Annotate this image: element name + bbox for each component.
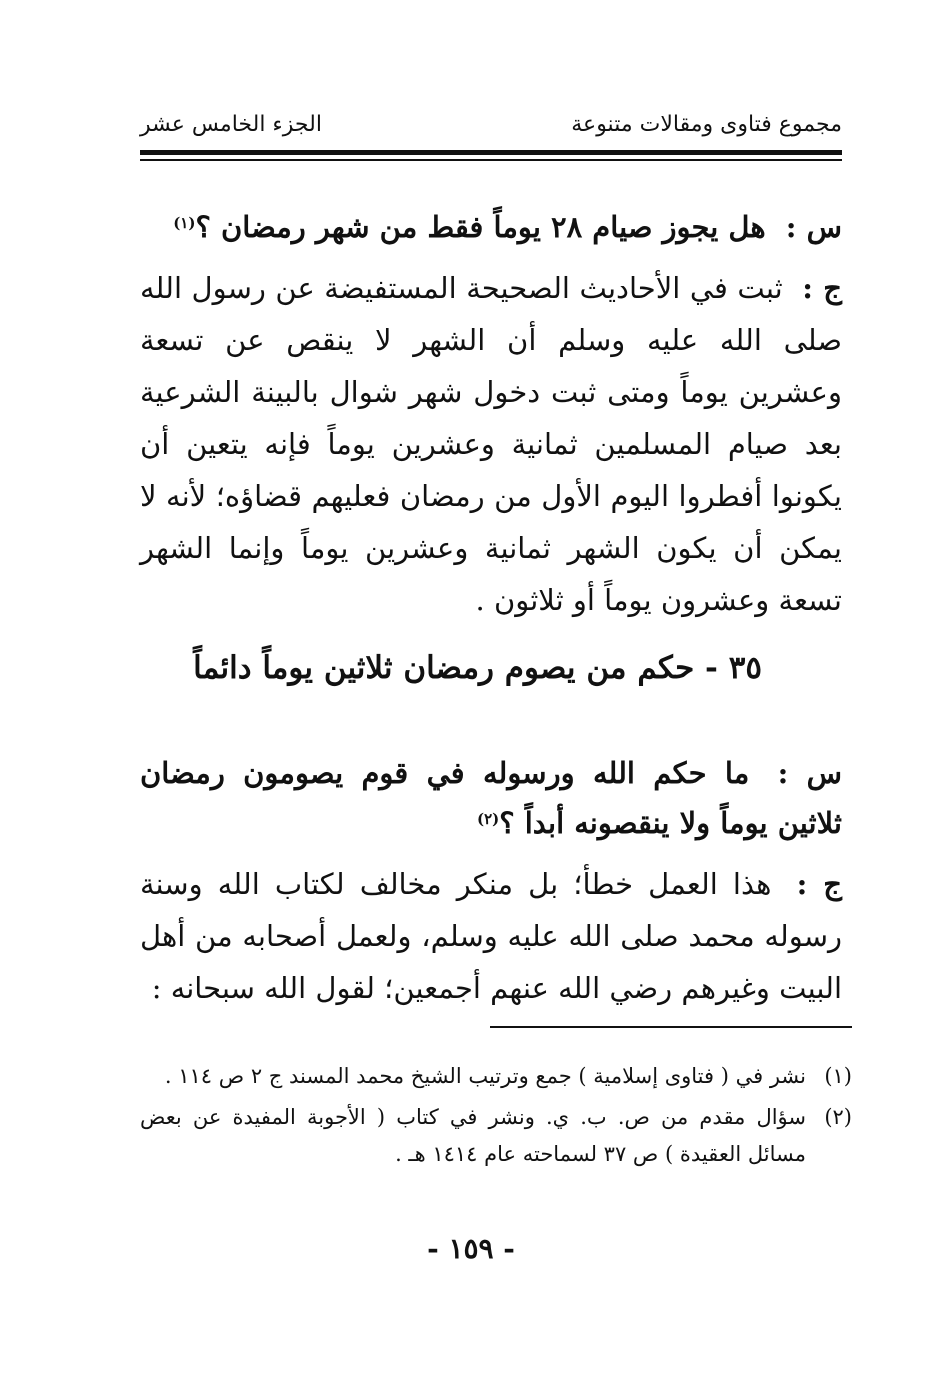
footnote-separator xyxy=(490,1026,852,1028)
book-title: مجموع فتاوى ومقالات متنوعة xyxy=(571,112,842,137)
question-2 xyxy=(140,748,842,848)
answer-1-lead: ج : xyxy=(802,271,842,305)
answer-2-lead: ج : xyxy=(796,867,842,901)
header-rule-thick xyxy=(140,150,842,155)
page-number: - ١٥٩ - xyxy=(427,1232,515,1265)
footnote-ref-1: (١) xyxy=(173,214,196,232)
running-header xyxy=(140,112,842,144)
section-heading: ٣٥ - حكم من يصوم رمضان ثلاثين يوماً دائماً xyxy=(193,650,762,686)
footnote-1-number: (١) xyxy=(824,1064,852,1088)
footnote-2-text: سؤال مقدم من ص. ب. ي. ونشر في كتاب ( الأجوبة المفيدة عن بعض مسائل العقيدة ) ص ٣٧ لسماحته عام ١٤١٤ هـ . xyxy=(140,1105,806,1166)
question-2-text: ما حكم الله ورسوله في قوم يصومون رمضان ثلاثين يوماً ولا ينقصونه أبداً ؟ xyxy=(140,756,842,840)
question-1 xyxy=(140,202,842,252)
answer-2 xyxy=(140,858,842,1014)
header-rule-thin xyxy=(140,159,842,161)
question-2-lead: س : xyxy=(777,756,842,790)
footnote-2-number: (٢) xyxy=(824,1105,852,1129)
question-1-lead: س : xyxy=(785,210,842,244)
footnote-1-text: نشر في ( فتاوى إسلامية ) جمع وترتيب الشيخ محمد المسند ج ٢ ص ١١٤ . xyxy=(164,1064,806,1088)
footnotes xyxy=(140,1058,852,1177)
answer-1-text: ثبت في الأحاديث الصحيحة المستفيضة عن رسول الله صلى الله عليه وسلم أن الشهر لا ينقص عن تسعة وعشرين يوماً ومتى ثبت دخول شهر شوال بالبينة الشرعية بعد صيام المسلمين ثمانية وعشرين يوماً فإنه يتعين أن يكونوا أفطروا اليوم الأول من رمضان فعليهم قضاؤه؛ لأنه لا يمكن أن يكون الشهر ثمانية وعشرين يوماً وإنما الشهر تسعة وعشرون يوماً أو ثلاثون . xyxy=(140,271,842,617)
footnote-1 xyxy=(140,1058,852,1095)
footnote-2 xyxy=(140,1099,852,1173)
volume-label: الجزء الخامس عشر xyxy=(140,112,322,137)
question-1-text: هل يجوز صيام ٢٨ يوماً فقط من شهر رمضان ؟ xyxy=(195,210,766,244)
answer-1 xyxy=(140,262,842,626)
answer-2-text: هذا العمل خطأ؛ بل منكر مخالف لكتاب الله وسنة رسوله محمد صلى الله عليه وسلم، ولعمل أصحابه من أهل البيت وغيرهم رضي الله عنهم أجمعين؛ لقول الله سبحانه : xyxy=(140,867,842,1005)
footnote-ref-2: (٢) xyxy=(476,810,500,828)
